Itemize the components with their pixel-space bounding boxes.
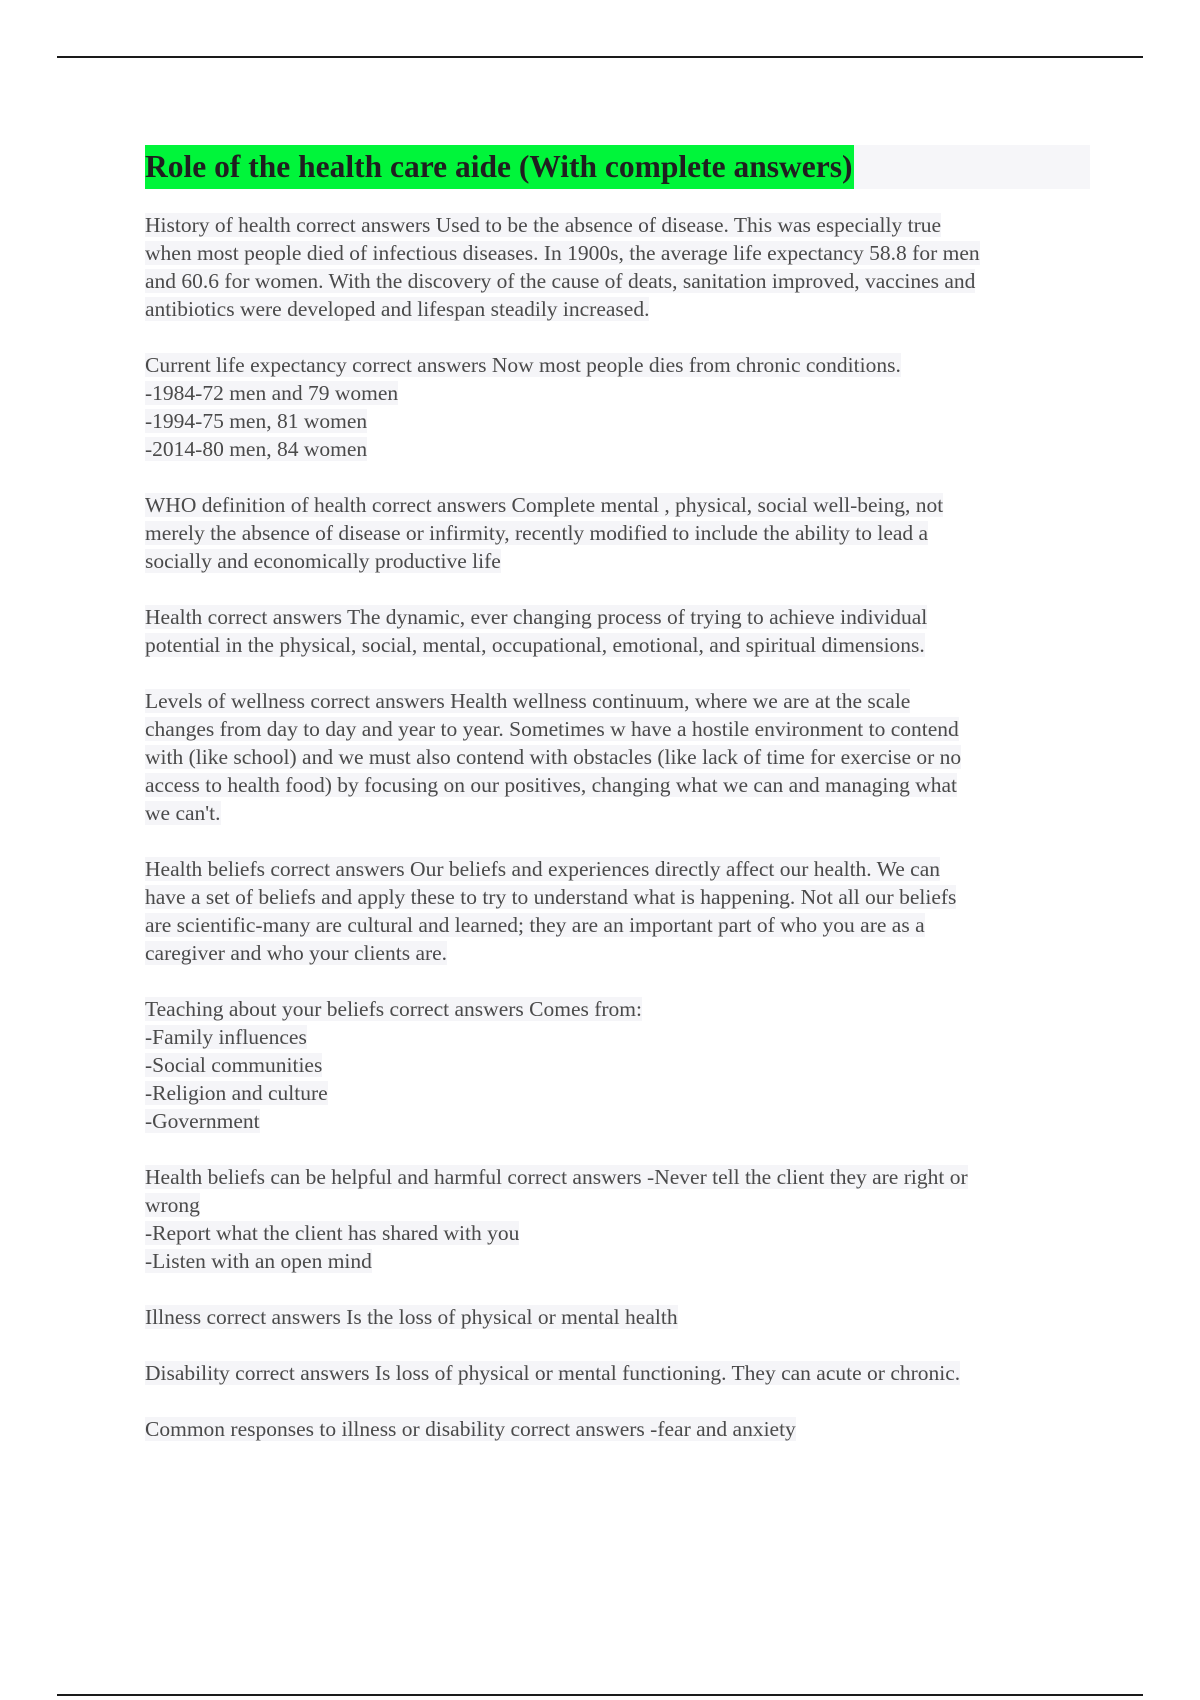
entry-line (145, 1023, 1090, 1051)
document-title: Role of the health care aide (With complete answers) (145, 145, 854, 189)
qa-entry (145, 1415, 1090, 1443)
entry-line (145, 379, 1090, 407)
entry-line (145, 743, 1090, 771)
entry-line-text: wrong (145, 1193, 200, 1217)
entry-line (145, 939, 1090, 967)
entry-line-text: Disability correct answers Is loss of physical or mental functioning. They can acute or chronic. (145, 1361, 961, 1385)
top-rule (57, 56, 1143, 58)
entry-line (145, 771, 1090, 799)
entry-line (145, 603, 1090, 631)
entry-line-text: merely the absence of disease or infirmity, recently modified to include the ability to lead a (145, 521, 929, 545)
entry-line (145, 995, 1090, 1023)
entry-line-text: WHO definition of health correct answers Complete mental , physical, social well-being, not (145, 493, 944, 517)
entry-line (145, 799, 1090, 827)
entry-line (145, 267, 1090, 295)
entry-line-text: have a set of beliefs and apply these to try to understand what is happening. Not all our beliefs (145, 885, 957, 909)
entry-line (145, 1107, 1090, 1135)
entry-line (145, 351, 1090, 379)
entry-line-text: -1994-75 men, 81 women (145, 409, 368, 433)
qa-entry (145, 1303, 1090, 1331)
entry-line (145, 519, 1090, 547)
entry-line-text: Health beliefs correct answers Our beliefs and experiences directly affect our health. We can (145, 857, 940, 881)
entry-line-text: -2014-80 men, 84 women (145, 437, 368, 461)
entry-line-text: caregiver and who your clients are. (145, 941, 448, 965)
entry-line-text: Health beliefs can be helpful and harmful correct answers -Never tell the client they are right or (145, 1165, 968, 1189)
entry-line-text: -Family influences (145, 1025, 307, 1049)
qa-entry (145, 995, 1090, 1135)
entry-line-text: and 60.6 for women. With the discovery of the cause of deats, sanitation improved, vaccines and (145, 269, 976, 293)
qa-entry (145, 351, 1090, 463)
entry-line (145, 239, 1090, 267)
qa-entry (145, 687, 1090, 827)
entry-line-text: Illness correct answers Is the loss of physical or mental health (145, 1305, 678, 1329)
entry-line-text: Teaching about your beliefs correct answers Comes from: (145, 997, 643, 1021)
entry-line-text: antibiotics were developed and lifespan steadily increased. (145, 297, 650, 321)
entry-line-text: Current life expectancy correct answers Now most people dies from chronic conditions. (145, 353, 901, 377)
qa-entry (145, 491, 1090, 575)
entry-line (145, 547, 1090, 575)
title-bar (145, 145, 1090, 189)
entry-line-text: with (like school) and we must also contend with obstacles (like lack of time for exercise or no (145, 745, 962, 769)
entry-line (145, 407, 1090, 435)
entry-line (145, 1079, 1090, 1107)
entry-line-text: -1984-72 men and 79 women (145, 381, 399, 405)
entry-line-text: Health correct answers The dynamic, ever changing process of trying to achieve individual (145, 605, 928, 629)
entry-line (145, 1303, 1090, 1331)
entry-line-text: when most people died of infectious diseases. In 1900s, the average life expectancy 58.8 for men (145, 241, 980, 265)
entry-line-text: potential in the physical, social, mental, occupational, emotional, and spiritual dimensions. (145, 633, 925, 657)
entry-line (145, 295, 1090, 323)
entry-line (145, 1219, 1090, 1247)
entry-line (145, 631, 1090, 659)
entry-line-text: socially and economically productive life (145, 549, 501, 573)
entry-line (145, 911, 1090, 939)
entry-line-text: -Social communities (145, 1053, 323, 1077)
entry-line (145, 1051, 1090, 1079)
entry-line (145, 435, 1090, 463)
entry-line (145, 855, 1090, 883)
entries-list (145, 211, 1090, 1443)
entry-line-text: changes from day to day and year to year. Sometimes w have a hostile environment to contend (145, 717, 959, 741)
entry-line (145, 1191, 1090, 1219)
entry-line-text: -Listen with an open mind (145, 1249, 372, 1273)
entry-line-text: History of health correct answers Used to be the absence of disease. This was especially true (145, 213, 942, 237)
qa-entry (145, 1359, 1090, 1387)
entry-line (145, 1415, 1090, 1443)
entry-line-text: -Report what the client has shared with you (145, 1221, 520, 1245)
document-body (145, 145, 1090, 1471)
entry-line-text: -Religion and culture (145, 1081, 328, 1105)
qa-entry (145, 855, 1090, 967)
entry-line-text: -Government (145, 1109, 260, 1133)
entry-line (145, 1359, 1090, 1387)
entry-line-text: are scientific-many are cultural and learned; they are an important part of who you are as a (145, 913, 925, 937)
entry-line-text: we can't. (145, 801, 221, 825)
entry-line (145, 687, 1090, 715)
qa-entry (145, 603, 1090, 659)
entry-line (145, 883, 1090, 911)
entry-line (145, 1163, 1090, 1191)
entry-line (145, 491, 1090, 519)
qa-entry (145, 211, 1090, 323)
entry-line-text: Common responses to illness or disability correct answers -fear and anxiety (145, 1417, 796, 1441)
entry-line-text: access to health food) by focusing on our positives, changing what we can and managing what (145, 773, 958, 797)
bottom-rule (57, 1694, 1143, 1696)
entry-line (145, 715, 1090, 743)
entry-line (145, 211, 1090, 239)
entry-line-text: Levels of wellness correct answers Health wellness continuum, where we are at the scale (145, 689, 911, 713)
entry-line (145, 1247, 1090, 1275)
qa-entry (145, 1163, 1090, 1275)
